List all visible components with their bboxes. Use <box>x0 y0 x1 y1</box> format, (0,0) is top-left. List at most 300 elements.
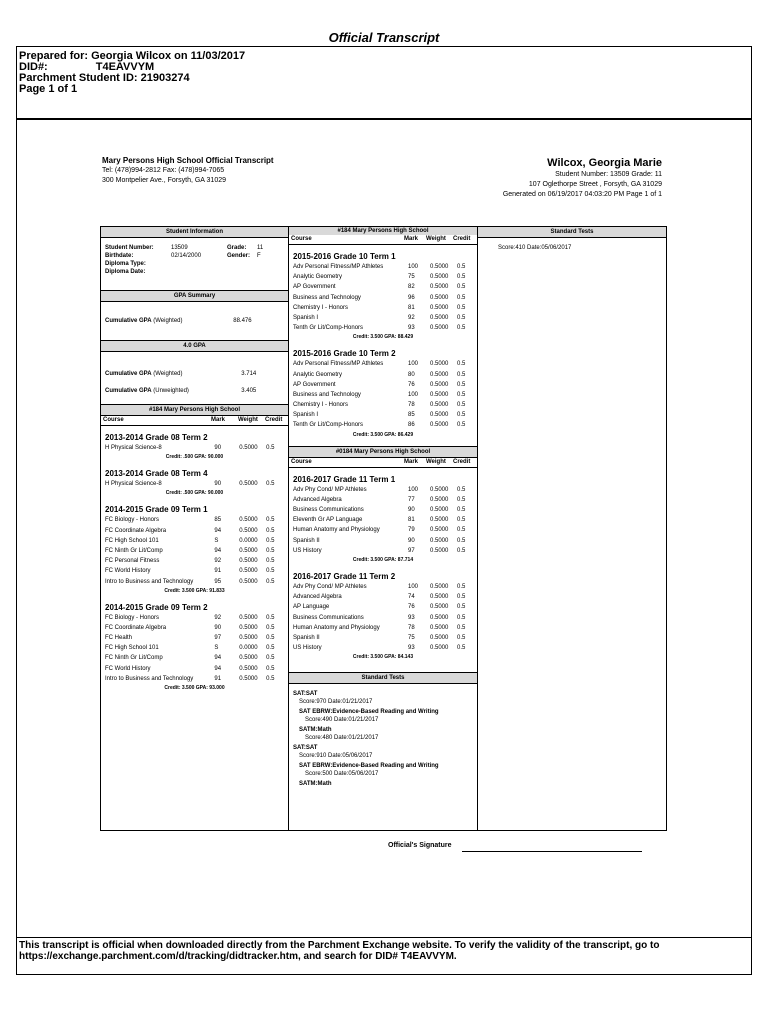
course-name: US History <box>293 547 322 554</box>
mid-tests <box>289 684 477 788</box>
course-row <box>293 623 473 633</box>
course-mark: 94 <box>214 547 222 554</box>
term-credit-summary: Credit: 3.500 GPA: 91.833 <box>164 587 225 594</box>
course-weight: 0.0000 <box>239 645 258 652</box>
column-divider-2 <box>477 227 478 830</box>
course-credit: 0.5 <box>266 481 275 488</box>
course-mark: 93 <box>408 614 415 621</box>
test-name: SAT:SAT <box>293 745 318 752</box>
course-row <box>105 526 284 536</box>
test-name: SAT EBRW:Evidence-Based Reading and Writing <box>299 763 439 770</box>
gender-label: Gender: <box>227 253 251 259</box>
course-credit: 0.5 <box>457 624 466 631</box>
course-mark: 96 <box>408 294 415 301</box>
course-credit: 0.5 <box>266 517 275 524</box>
course-name: Tenth Gr Lit/Comp-Honors <box>293 422 364 429</box>
course-row <box>293 272 473 282</box>
course-row <box>105 674 284 684</box>
course-mark: 92 <box>214 614 222 621</box>
course-credit: 0.5 <box>457 371 466 378</box>
course-credit: 0.5 <box>457 264 466 270</box>
right-tests-header: Standard Tests <box>478 227 666 238</box>
course-mark: 90 <box>408 537 415 544</box>
course-row <box>105 536 284 546</box>
course-weight: 0.5000 <box>430 402 449 409</box>
birthdate-label: Birthdate: <box>105 253 134 259</box>
course-row <box>293 390 473 400</box>
course-name: H Physical Science-8 <box>105 481 162 488</box>
course-weight: 0.5000 <box>430 496 449 503</box>
test-entry <box>293 690 473 706</box>
diploma-type-label: Diploma Type: <box>105 261 146 267</box>
course-mark: S <box>214 645 219 652</box>
course-weight: 0.0000 <box>239 537 258 544</box>
col-credit: Credit <box>453 236 471 242</box>
prepared-header <box>19 51 245 95</box>
gpa4-weighted-label: Cumulative GPA <box>105 371 152 377</box>
course-credit: 0.5 <box>457 645 466 652</box>
course-row <box>293 592 473 602</box>
student-info-header: Student Information <box>101 227 288 238</box>
course-name: Human Anatomy and Physiology <box>293 527 380 534</box>
course-credit: 0.5 <box>266 665 275 672</box>
course-weight: 0.5000 <box>239 655 258 662</box>
course-mark: 91 <box>214 568 222 575</box>
term-title: 2014-2015 Grade 09 Term 1 <box>105 505 208 515</box>
course-weight: 0.5000 <box>239 568 258 575</box>
gpa-summary-header: GPA Summary <box>101 290 288 302</box>
signature-line <box>462 851 642 852</box>
term-credit-summary: Credit: 3.500 GPA: 84.143 <box>352 654 414 661</box>
course-credit: 0.5 <box>457 412 466 419</box>
term-credit-summary: Credit: 3.500 GPA: 87.714 <box>352 556 414 563</box>
mid-tests-header: Standard Tests <box>289 672 477 684</box>
course-mark: 100 <box>408 583 419 590</box>
left-terms <box>101 432 288 693</box>
course-name: FC World History <box>105 665 151 672</box>
page-frame-left <box>16 46 17 974</box>
term-credit-summary: Credit: 3.500 GPA: 88.429 <box>352 334 414 341</box>
course-credit: 0.5 <box>266 558 275 565</box>
left-school-header: #184 Mary Persons High School <box>101 404 288 416</box>
course-row <box>293 546 473 556</box>
mid-column-headers-a <box>289 235 477 245</box>
course-mark: 92 <box>214 558 222 565</box>
col-course: Course <box>103 417 124 423</box>
course-row <box>105 577 284 587</box>
right-column <box>478 227 666 252</box>
course-credit: 0.5 <box>457 583 466 590</box>
course-credit: 0.5 <box>457 325 466 332</box>
term-title: 2016-2017 Grade 11 Term 1 <box>293 474 396 484</box>
course-mark: 79 <box>408 527 415 534</box>
student-block <box>503 156 662 200</box>
course-row <box>293 262 473 272</box>
term-credit-summary: Credit: .500 GPA: 90.000 <box>165 454 224 461</box>
course-credit: 0.5 <box>457 381 466 388</box>
grade-value: 11 <box>257 245 264 251</box>
left-column-headers <box>101 416 288 426</box>
course-weight: 0.5000 <box>430 325 449 332</box>
course-name: FC Personal Fitness <box>105 558 160 565</box>
course-mark: 75 <box>408 274 415 281</box>
course-weight: 0.5000 <box>239 578 258 585</box>
col-weight: Weight <box>238 417 258 423</box>
course-mark: 81 <box>408 304 415 311</box>
grade-label: Grade: <box>227 245 247 251</box>
test-name: SAT EBRW:Evidence-Based Reading and Writing <box>299 709 439 716</box>
course-row <box>293 323 473 333</box>
course-row <box>293 370 473 380</box>
course-name: Intro to Business and Technology <box>105 675 194 682</box>
course-row <box>293 420 473 430</box>
course-credit: 0.5 <box>457 547 466 554</box>
course-name: FC Health <box>105 635 133 642</box>
course-mark: 100 <box>408 391 419 398</box>
course-credit: 0.5 <box>266 547 275 554</box>
course-name: Advanced Algebra <box>293 496 342 503</box>
page-frame-bottom <box>16 974 752 975</box>
right-tests-line: Score:410 Date:05/06/2017 <box>498 245 572 251</box>
course-mark: 92 <box>408 314 415 321</box>
course-row <box>293 633 473 643</box>
course-mark: 100 <box>408 264 419 270</box>
course-credit: 0.5 <box>457 391 466 398</box>
course-row <box>293 359 473 369</box>
course-weight: 0.5000 <box>430 583 449 590</box>
course-row <box>293 582 473 592</box>
course-name: Analytic Geometry <box>293 274 343 281</box>
course-mark: 90 <box>214 481 222 488</box>
course-row <box>105 443 284 453</box>
course-row <box>293 613 473 623</box>
course-credit: 0.5 <box>266 675 275 682</box>
course-name: FC High School 101 <box>105 645 159 652</box>
course-credit: 0.5 <box>457 537 466 544</box>
course-credit: 0.5 <box>266 614 275 621</box>
course-name: Chemistry I - Honors <box>293 402 349 409</box>
test-name: SATM:Math <box>299 727 332 734</box>
term-credit-summary: Credit: 3.500 GPA: 93.000 <box>164 685 225 691</box>
col-mark: Mark <box>404 458 419 465</box>
course-name: Analytic Geometry <box>293 371 343 378</box>
course-weight: 0.5000 <box>430 614 449 621</box>
course-mark: 94 <box>214 655 222 662</box>
course-mark: 76 <box>408 381 415 388</box>
footer-rule <box>16 937 752 938</box>
term-title: 2013-2014 Grade 08 Term 4 <box>105 469 208 479</box>
course-credit: 0.5 <box>457 594 466 601</box>
course-weight: 0.5000 <box>239 558 258 565</box>
gpa4-weighted-value: 3.714 <box>241 371 257 377</box>
course-name: Tenth Gr Lit/Comp-Honors <box>293 325 364 332</box>
course-weight: 0.5000 <box>430 537 449 544</box>
course-name: US History <box>293 645 322 652</box>
course-credit: 0.5 <box>457 304 466 311</box>
course-credit: 0.5 <box>266 655 275 662</box>
course-name: Human Anatomy and Physiology <box>293 624 380 631</box>
gpa4-unweighted-value: 3.405 <box>241 388 257 394</box>
cum-gpa-label: Cumulative GPA <box>105 318 152 324</box>
test-entry <box>293 726 473 742</box>
course-credit: 0.5 <box>457 507 466 513</box>
course-mark: 74 <box>408 594 415 601</box>
course-name: FC Biology - Honors <box>105 614 160 621</box>
course-row <box>105 643 284 653</box>
course-row <box>293 505 473 515</box>
course-mark: 80 <box>408 371 415 378</box>
course-row <box>105 566 284 576</box>
course-weight: 0.5000 <box>239 527 258 534</box>
course-credit: 0.5 <box>457 422 466 429</box>
course-credit: 0.5 <box>266 624 275 631</box>
course-row <box>293 380 473 390</box>
school-phone: Tel: (478)994-2812 Fax: (478)994-7065 <box>102 167 225 174</box>
gpa4-weighted-qualifier: (Weighted) <box>153 371 183 377</box>
course-weight: 0.5000 <box>239 547 258 554</box>
course-row <box>293 515 473 525</box>
student-info <box>101 238 288 290</box>
course-mark: 93 <box>408 645 415 652</box>
student-number: 13509 <box>171 245 188 251</box>
course-row <box>105 515 284 525</box>
student-number-line: Student Number: 13509 Grade: 11 <box>555 171 662 178</box>
course-row <box>293 485 473 495</box>
course-name: FC World History <box>105 568 151 575</box>
course-row <box>105 633 284 643</box>
col-credit: Credit <box>265 417 283 423</box>
test-name: SATM:Math <box>299 781 332 788</box>
course-weight: 0.5000 <box>430 422 449 429</box>
course-name: FC Ninth Gr Lit/Comp <box>105 547 163 554</box>
course-weight: 0.5000 <box>430 412 449 419</box>
generated-line: Generated on 06/19/2017 04:03:20 PM Page 1 of 1 <box>502 191 662 198</box>
course-credit: 0.5 <box>266 537 275 544</box>
course-credit: 0.5 <box>266 578 275 585</box>
course-credit: 0.5 <box>457 527 466 534</box>
course-weight: 0.5000 <box>239 614 258 621</box>
mid-terms-b <box>289 474 477 663</box>
course-mark: 85 <box>408 412 415 419</box>
middle-column <box>289 227 477 790</box>
course-row <box>293 525 473 535</box>
mid-column-headers-b <box>289 458 477 468</box>
course-weight: 0.5000 <box>430 604 449 611</box>
course-mark: 100 <box>408 486 419 493</box>
test-score: Score:910 Date:05/06/2017 <box>299 753 373 760</box>
course-name: Business and Technology <box>293 294 361 301</box>
course-name: Spanish II <box>293 634 320 641</box>
parchment-id: Parchment Student ID: 21903274 <box>19 72 190 84</box>
school-name: Mary Persons High School Official Transcript <box>102 156 274 165</box>
course-weight: 0.5000 <box>430 371 449 378</box>
course-row <box>105 546 284 556</box>
course-credit: 0.5 <box>457 517 466 524</box>
course-name: FC Coordinate Algebra <box>105 527 167 534</box>
course-mark: 100 <box>408 361 419 368</box>
course-name: Spanish II <box>293 537 320 544</box>
course-weight: 0.5000 <box>430 381 449 388</box>
course-weight: 0.5000 <box>239 635 258 642</box>
cum-gpa-qualifier: (Weighted) <box>153 318 183 324</box>
course-mark: 94 <box>214 665 222 672</box>
signature-label: Official's Signature <box>388 842 452 849</box>
course-credit: 0.5 <box>457 614 466 621</box>
col-mark: Mark <box>404 236 419 242</box>
course-mark: 82 <box>408 284 415 291</box>
course-credit: 0.5 <box>457 604 466 611</box>
test-score: Score:490 Date:01/21/2017 <box>305 717 379 724</box>
gpa4-header: 4.0 GPA <box>101 340 288 352</box>
course-name: Adv Personal Fitness/MP Athletes <box>293 264 384 270</box>
test-entry <box>293 708 473 724</box>
course-credit: 0.5 <box>457 402 466 409</box>
course-mark: 78 <box>408 624 415 631</box>
course-mark: 91 <box>214 675 222 682</box>
course-row <box>293 495 473 505</box>
did-label: DID#: <box>19 61 48 73</box>
course-weight: 0.5000 <box>430 361 449 368</box>
course-credit: 0.5 <box>457 361 466 368</box>
course-credit: 0.5 <box>457 634 466 641</box>
birthdate: 02/14/2000 <box>171 253 202 259</box>
course-name: Business Communications <box>293 614 364 621</box>
cum-gpa-value: 88.476 <box>233 318 252 324</box>
course-credit: 0.5 <box>266 527 275 534</box>
course-name: Adv Phy Cond/ MP Athletes <box>293 583 367 590</box>
course-name: FC Coordinate Algebra <box>105 624 167 631</box>
col-mark: Mark <box>211 417 226 423</box>
course-name: Adv Phy Cond/ MP Athletes <box>293 486 367 493</box>
course-row <box>105 623 284 633</box>
course-name: FC High School 101 <box>105 537 159 544</box>
term-credit-summary: Credit: .500 GPA: 90.000 <box>165 490 224 497</box>
course-credit: 0.5 <box>266 635 275 642</box>
course-mark: 97 <box>214 635 222 642</box>
course-weight: 0.5000 <box>430 284 449 291</box>
course-mark: 95 <box>214 578 222 585</box>
footer-notice: This transcript is official when downloaded directly from the Parchment Exchange website. To verify the validity of the transcript, go to https://exchange.parchment.com/d/tracking/didtracker.htm, and search for DID# T4EAVVYM. <box>19 940 660 962</box>
course-row <box>293 410 473 420</box>
course-name: AP Government <box>293 381 336 388</box>
course-mark: 94 <box>214 527 222 534</box>
student-number-label: Student Number: <box>105 245 154 251</box>
course-row <box>293 643 473 653</box>
course-name: AP Government <box>293 284 336 291</box>
course-name: Business Communications <box>293 507 364 513</box>
course-mark: 86 <box>408 422 415 429</box>
course-name: Chemistry I - Honors <box>293 304 349 311</box>
student-address: 107 Oglethorpe Street , Forsyth, GA 31029 <box>528 181 662 188</box>
course-weight: 0.5000 <box>430 507 449 513</box>
term-title: 2014-2015 Grade 09 Term 2 <box>105 602 208 612</box>
course-weight: 0.5000 <box>430 634 449 641</box>
col-course: Course <box>291 236 312 242</box>
transcript-grid <box>100 226 667 831</box>
header-divider <box>16 118 752 120</box>
course-mark: 81 <box>408 517 415 524</box>
course-row <box>105 613 284 623</box>
term-title: 2015-2016 Grade 10 Term 1 <box>293 252 396 261</box>
course-name: Advanced Algebra <box>293 594 342 601</box>
course-row <box>105 653 284 663</box>
test-score: Score:500 Date:05/06/2017 <box>305 771 379 778</box>
course-row <box>293 282 473 292</box>
mid-school-header-a: #184 Mary Persons High School <box>289 227 477 235</box>
course-weight: 0.5000 <box>430 645 449 652</box>
course-weight: 0.5000 <box>239 481 258 488</box>
test-entry <box>293 762 473 778</box>
course-mark: 97 <box>408 547 415 554</box>
mid-terms-a <box>289 251 477 440</box>
course-weight: 0.5000 <box>430 547 449 554</box>
test-name: SAT:SAT <box>293 691 318 698</box>
course-name: FC Biology - Honors <box>105 517 160 524</box>
course-name: Adv Personal Fitness/MP Athletes <box>293 361 384 368</box>
course-weight: 0.5000 <box>430 264 449 270</box>
course-weight: 0.5000 <box>239 445 258 451</box>
course-mark: 90 <box>214 624 222 631</box>
course-name: Intro to Business and Technology <box>105 578 194 585</box>
course-weight: 0.5000 <box>430 304 449 311</box>
course-weight: 0.5000 <box>430 274 449 281</box>
course-weight: 0.5000 <box>239 624 258 631</box>
school-block <box>102 156 274 186</box>
test-score: Score:970 Date:01/21/2017 <box>299 699 373 706</box>
top-rule <box>16 46 752 47</box>
course-row <box>293 293 473 303</box>
gpa-summary-row <box>101 302 288 340</box>
term-title: 2015-2016 Grade 10 Term 2 <box>293 349 396 359</box>
gpa4-unweighted-qualifier: (Unweighted) <box>153 388 189 394</box>
left-column <box>101 227 288 693</box>
course-row <box>293 400 473 410</box>
course-name: Business and Technology <box>293 391 361 398</box>
course-credit: 0.5 <box>457 284 466 291</box>
course-mark: 76 <box>408 604 415 611</box>
term-title: 2013-2014 Grade 08 Term 2 <box>105 433 208 442</box>
school-address: 300 Montpelier Ave., Forsyth, GA 31029 <box>102 177 227 184</box>
col-course: Course <box>291 458 312 465</box>
course-name: Eleventh Gr AP Language <box>293 517 363 524</box>
course-credit: 0.5 <box>457 486 466 493</box>
page-frame-right <box>751 46 752 974</box>
course-credit: 0.5 <box>266 445 275 451</box>
course-weight: 0.5000 <box>239 665 258 672</box>
course-weight: 0.5000 <box>430 314 449 321</box>
course-weight: 0.5000 <box>430 594 449 601</box>
course-weight: 0.5000 <box>430 517 449 524</box>
course-row <box>293 313 473 323</box>
course-mark: 75 <box>408 634 415 641</box>
test-entry <box>293 780 473 788</box>
document-title: Official Transcript <box>328 30 440 45</box>
course-credit: 0.5 <box>457 314 466 321</box>
gpa4-unweighted-label: Cumulative GPA <box>105 388 152 394</box>
mid-school-header-b: #0184 Mary Persons High School <box>289 446 477 458</box>
course-row <box>105 479 284 489</box>
course-credit: 0.5 <box>457 496 466 503</box>
course-mark: 90 <box>214 445 222 451</box>
course-weight: 0.5000 <box>430 391 449 398</box>
course-mark: 78 <box>408 402 415 409</box>
course-name: FC Ninth Gr Lit/Comp <box>105 655 163 662</box>
course-mark: 85 <box>214 517 222 524</box>
course-row <box>105 556 284 566</box>
course-credit: 0.5 <box>457 274 466 281</box>
course-weight: 0.5000 <box>430 527 449 534</box>
page-count: Page 1 of 1 <box>19 83 78 95</box>
